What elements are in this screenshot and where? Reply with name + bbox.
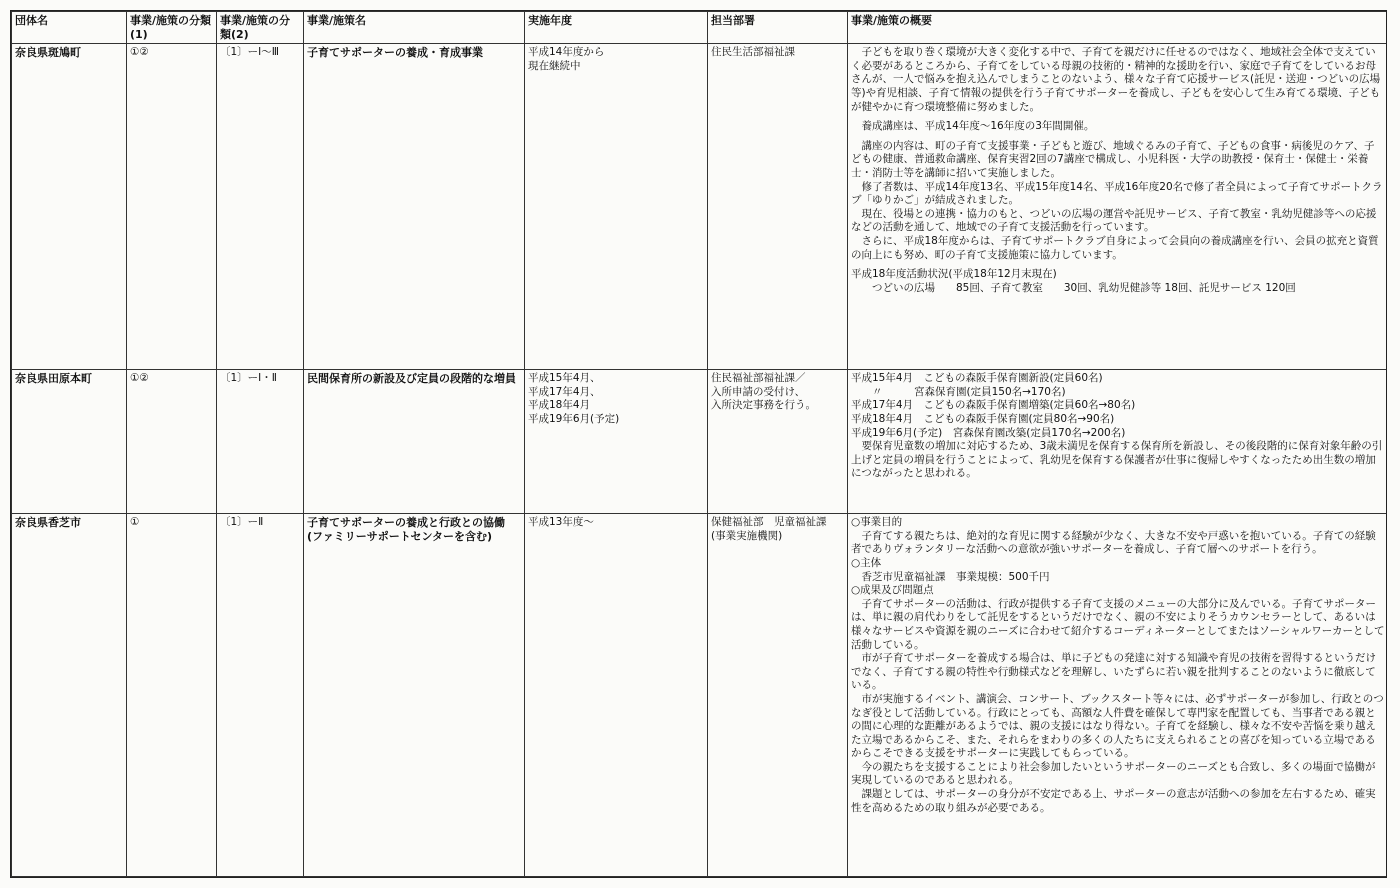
overview-line: 要保育児童数の増加に対応するため、3歳未満児を保育する保育所を新設し、その後段階的に保育対象年齢の引上げと定員の増員を行うことによって、乳幼児を保育する保護者が仕事に復帰しやすくなったため出生数の増加につながったと思われる。 — [851, 440, 1383, 480]
dept-line: 住民福祉部福祉課／ — [711, 372, 806, 385]
overview-line: 修了者数は、平成14年度13名、平成15年度14名、平成16年度20名で修了者全員によって子育てサポートクラブ「ゆりかご」が結成されました。 — [851, 180, 1383, 207]
overview-line: 講座の内容は、町の子育て支援事業・子どもと遊び、地域ぐるみの子育て、子どもの食事・病後児のケア、子どもの健康、普通救命講座、保育実習2回の7講座で構成し、小児科医・大学の助教授・保育士・保健士・栄養士・消防士等を講師に招いて実施しました。 — [851, 139, 1375, 179]
dept-line: 入所決定事務を行う。 — [711, 399, 816, 412]
table-row-kashiba — [12, 514, 1388, 877]
cell-cat1: ①② — [127, 44, 217, 370]
overview-line: 香芝市児童福祉課 事業規模：500千円 — [851, 570, 1050, 583]
header-cat1: 事業/施策の分類(1) — [127, 12, 217, 44]
header-name: 事業/施策名 — [304, 12, 525, 44]
overview-line: さらに、平成18年度からは、子育てサポートクラブ自身によって会員向の養成講座を行い、会員の拡充と資質の向上にも努め、町の子育て支援施策に協力しています。 — [851, 234, 1379, 261]
overview-line: 平成19年6月(予定) 宮森保育園改築(定員170名→200名) — [851, 426, 1126, 439]
cell-overview — [848, 44, 1388, 370]
dept-line: 入所申請の受付け、 — [711, 385, 806, 398]
overview-line: 今の親たちを支援することにより社会参加したいというサポーターのニーズとも合致し、多くの場面で協働が実現しているのであると思われる。 — [851, 760, 1376, 787]
program-table — [11, 11, 1387, 877]
cell-cat1: ① — [127, 514, 217, 877]
cell-name: 子育てサポーターの養成・育成事業 — [304, 44, 525, 370]
header-cat2: 事業/施策の分類(2) — [217, 12, 304, 44]
year-line: 平成17年4月、 — [528, 385, 601, 398]
cell-cat2: 〔1〕ーⅡ — [217, 514, 304, 877]
cell-name: 民間保育所の新設及び定員の段階的な増員 — [304, 370, 525, 514]
header-org: 団体名 — [12, 12, 127, 44]
cell-year — [525, 370, 708, 514]
overview-line: 子どもを取り巻く環境が大きく変化する中で、子育てを親だけに任せるのではなく、地域社会全体で支えていく必要があるところから、子育てをしている母親の技術的・精神的な援助を行い、家庭で子育てをしているお母さんが、一人で悩みを抱え込んでしまうことのないよう、様々な子育て応援サービス(託児・送迎・つどいの広場等)や育児相談、子育て情報の提供を行う子育てサポーターを養成し、子どもを安心して生み育てる環境、子どもが健やかに育つ環境整備に努めました。 — [851, 46, 1381, 113]
overview-line: 市が実施するイベント、講演会、コンサート、ブックスタート等々には、必ずサポーターが参加し、行政とのつなぎ役として活動している。行政にとっても、高額な人件費を確保して専門家を配置しても、当事者である親との間に心理的な距離があるようでは、親の支援にはなり得ない。子育てを経験し、様々な不安や苦悩を乗り越えた立場であるからこそ、また、それらをまわりの多くの人たちに支えられることの喜びを知っている立場であるからこそできる支援をサポーターに実践してもらっている。 — [851, 692, 1384, 760]
cell-dept — [708, 514, 848, 877]
cell-cat2: 〔1〕ーⅠ～Ⅲ — [217, 44, 304, 370]
overview-line: 課題としては、サポーターの身分が不安定である上、サポーターの意志が活動への参加を左右するため、確実性を高めるための取り組みが必要である。 — [851, 788, 1376, 814]
cell-org: 奈良県香芝市 — [12, 514, 127, 877]
table-row-ikaruga — [12, 44, 1388, 370]
cell-org: 奈良県斑鳩町 — [12, 44, 127, 370]
overview-line: ○成果及び問題点 — [851, 584, 934, 597]
dept-line: 保健福祉部 児童福祉課 — [711, 516, 827, 529]
overview-line: 養成講座は、平成14年度～16年度の3年間開催。 — [851, 120, 1095, 133]
dept-line: (事業実施機関) — [711, 529, 783, 542]
cell-name: 子育てサポーターの養成と行政との協働(ファミリーサポートセンターを含む) — [304, 514, 525, 877]
overview-line: 平成18年度活動状況(平成18年12月末現在) — [851, 268, 1057, 281]
cell-dept — [708, 370, 848, 514]
overview-line: 子育てする親たちは、絶対的な育児に関する経験が少なく、大きな不安や戸惑いを抱いている。子育ての経験者でありヴォランタリーな活動への意欲が強いサポーターを養成し、子育て層へのサポートを行う。 — [851, 529, 1376, 556]
cell-year — [525, 514, 708, 877]
overview-line: 〃 宮森保育園(定員150名→170名) — [851, 385, 1066, 398]
cell-cat2: 〔1〕ーⅠ・Ⅱ — [217, 370, 304, 514]
cell-overview — [848, 514, 1388, 877]
cell-cat1: ①② — [127, 370, 217, 514]
overview-line: 市が子育てサポーターを養成する場合は、単に子どもの発達に対する知識や育児の技術を習得するというだけでなく、子育てする親の特性や行動様式などを理解し、いたずらに若い親を批判することのないように徹底している。 — [851, 652, 1376, 692]
document-sheet — [10, 10, 1387, 878]
year-line: 平成13年度～ — [528, 516, 594, 529]
overview-line: つどいの広場 85回、子育て教室 30回、乳幼児健診等 18回、託児サービス 120回 — [851, 281, 1296, 294]
year-line: 平成19年6月(予定) — [528, 412, 620, 425]
overview-line: 平成18年4月 こどもの森阪手保育園(定員80名→90名) — [851, 412, 1115, 425]
cell-org: 奈良県田原本町 — [12, 370, 127, 514]
header-year: 実施年度 — [525, 12, 708, 44]
table-row-tawaramoto — [12, 370, 1388, 514]
dept-line: 住民生活部福祉課 — [711, 46, 795, 59]
header-row — [12, 12, 1388, 44]
overview-line: 平成17年4月 こどもの森阪手保育園増築(定員60名→80名) — [851, 399, 1136, 412]
year-line: 現在継続中 — [528, 59, 581, 72]
cell-overview — [848, 370, 1388, 514]
header-overview: 事業/施策の概要 — [848, 12, 1388, 44]
overview-line: 平成15年4月 こどもの森阪手保育園新設(定員60名) — [851, 372, 1103, 385]
cell-dept — [708, 44, 848, 370]
year-line: 平成14年度から — [528, 46, 605, 59]
overview-line: 子育てサポーターの活動は、行政が提供する子育て支援のメニューの大部分に及んでいる。子育てサポーターは、単に親の肩代わりをして託児をするというだけでなく、親の不安によりそうカウンセラーとして、あるいは様々なサービスや資源を親のニーズに合わせて紹介するコーディネーターとしてまたはソーシャルワーカーとして活動している。 — [851, 597, 1385, 651]
overview-line: ○事業目的 — [851, 516, 903, 529]
year-line: 平成18年4月 — [528, 399, 591, 412]
year-line: 平成15年4月、 — [528, 372, 601, 385]
header-dept: 担当部署 — [708, 12, 848, 44]
overview-line: ○主体 — [851, 556, 882, 569]
overview-line: 現在、役場との連携・協力のもと、つどいの広場の運営や託児サービス、子育て教室・乳幼児健診等への応援などの活動を通して、地域での子育て支援活動を行っています。 — [851, 207, 1377, 234]
cell-year — [525, 44, 708, 370]
